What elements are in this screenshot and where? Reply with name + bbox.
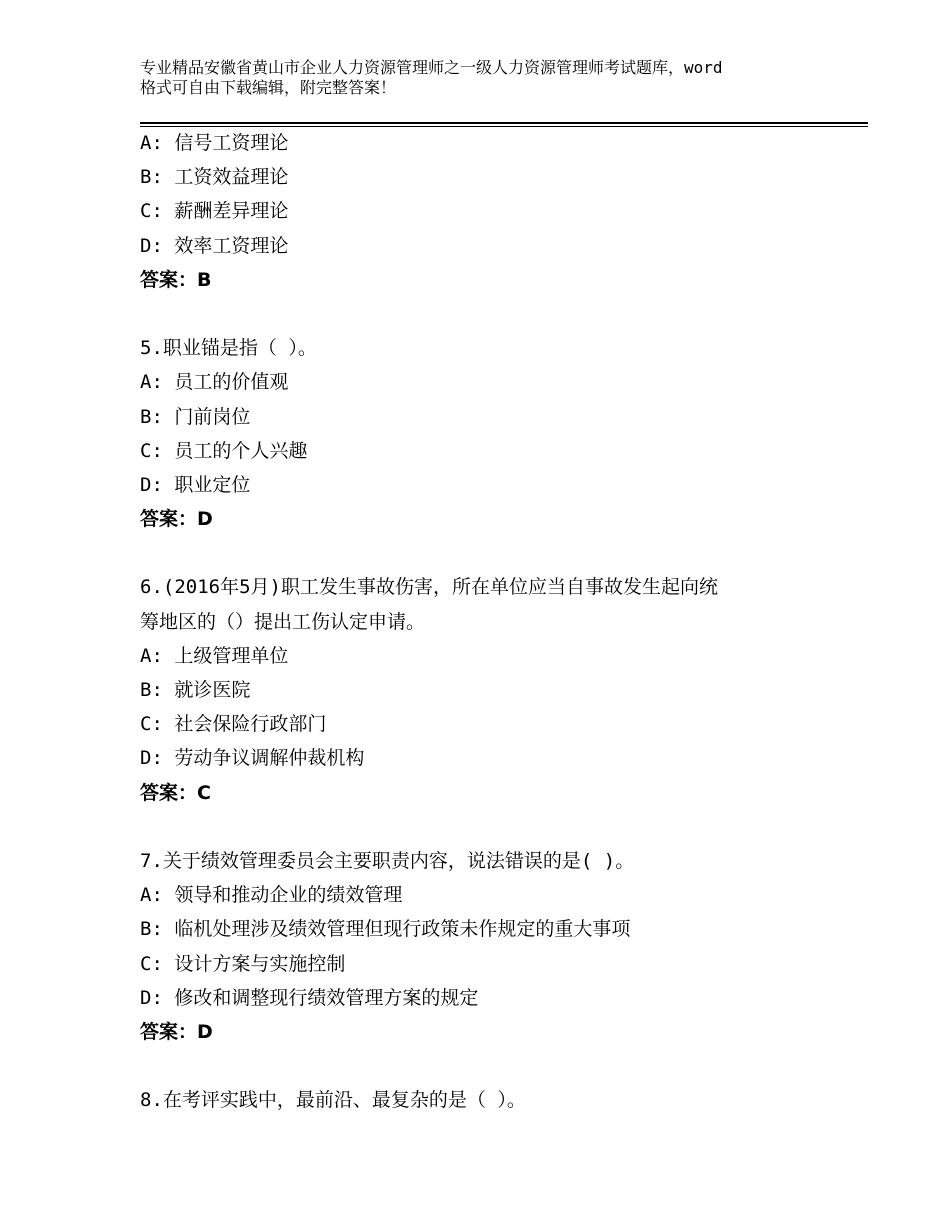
option-d: D: 修改和调整现行绩效管理方案的规定 [140, 986, 479, 1009]
option-d: D: 劳动争议调解仲裁机构 [140, 747, 365, 770]
option-a: A: 领导和推动企业的绩效管理 [140, 884, 403, 907]
header-line-2: 格式可自由下载编辑，附完整答案！ [140, 78, 397, 97]
answer: 答案：D [140, 508, 213, 531]
option-c: C: 社会保险行政部门 [140, 713, 327, 736]
answer: 答案：B [140, 268, 212, 291]
header-line-1: 专业精品安徽省黄山市企业人力资源管理师之一级人力资源管理师考试题库，word [140, 58, 723, 77]
question-8 [140, 1083, 840, 1117]
option-b: B: 工资效益理论 [140, 166, 289, 189]
answer: 答案：D [140, 1020, 213, 1043]
question-stem: 8.在考评实践中，最前沿、最复杂的是（ ）。 [140, 1089, 526, 1112]
question-6 [140, 570, 840, 809]
option-b: B: 就诊医院 [140, 679, 251, 701]
option-d: D: 职业定位 [140, 473, 251, 496]
question-7 [140, 844, 840, 1049]
option-c: C: 薪酬差异理论 [140, 200, 289, 223]
option-b: B: 门前岗位 [140, 405, 251, 428]
question-5 [140, 331, 840, 536]
option-a: A: 上级管理单位 [140, 644, 289, 667]
option-b: B: 临机处理涉及绩效管理但现行政策未作规定的重大事项 [140, 918, 631, 941]
question-stem: 7.关于绩效管理委员会主要职责内容，说法错误的是( )。 [140, 849, 635, 872]
question-stem-line-1: 6.(2016年5月)职工发生事故伤害，所在单位应当自事故发生起向统 [140, 576, 718, 599]
question-list [140, 126, 840, 1117]
question-stem-line-2: 筹地区的（）提出工伤认定申请。 [140, 610, 426, 633]
header-rule-thick [140, 122, 868, 124]
question-4 [140, 126, 840, 297]
document-header [140, 58, 840, 98]
question-stem: 5.职业锚是指（ ）。 [140, 337, 317, 360]
option-c: C: 设计方案与实施控制 [140, 952, 346, 975]
option-a: A: 信号工资理论 [140, 132, 289, 154]
option-c: C: 员工的个人兴趣 [140, 439, 308, 462]
option-d: D: 效率工资理论 [140, 234, 289, 257]
answer: 答案：C [140, 781, 211, 804]
option-a: A: 员工的价值观 [140, 371, 289, 394]
